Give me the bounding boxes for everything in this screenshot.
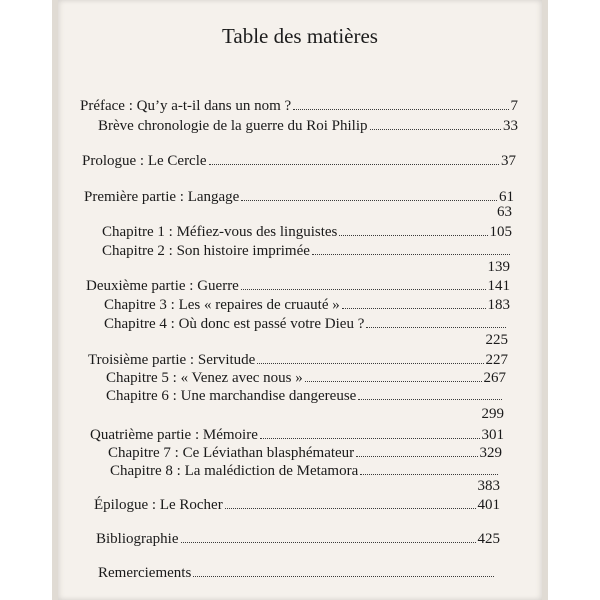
toc-entry-label: Épilogue : Le Rocher bbox=[94, 497, 223, 513]
dot-leader bbox=[193, 562, 494, 577]
toc-entry-label: Chapitre 5 : « Venez avec nous » bbox=[106, 370, 303, 386]
toc-page-number: 225 bbox=[485, 332, 508, 348]
toc-entry-label: Chapitre 2 : Son histoire imprimée bbox=[102, 243, 310, 259]
dot-leader bbox=[339, 221, 487, 236]
toc-entry-label: Chapitre 3 : Les « repaires de cruauté » bbox=[104, 297, 340, 313]
toc-page-number: 383 bbox=[477, 478, 500, 494]
toc-entry-page: 33 bbox=[503, 118, 518, 134]
toc-entry-chapitre-8 bbox=[110, 460, 500, 480]
toc-entry-page: 183 bbox=[487, 297, 510, 313]
toc-entry-bibliographie bbox=[96, 528, 500, 548]
toc-entry-page: 401 bbox=[477, 497, 500, 513]
dot-leader bbox=[312, 240, 510, 255]
toc-entry-label: Préface : Qu’y a-t-il dans un nom ? bbox=[80, 98, 292, 114]
toc-entry-quatrieme-partie bbox=[90, 424, 504, 444]
toc-entry-label: Remerciements bbox=[98, 565, 192, 581]
toc-entry-premiere-partie bbox=[84, 186, 514, 206]
toc-entry-chapitre-7 bbox=[108, 442, 502, 462]
toc-entry-label: Chapitre 7 : Ce Léviathan blasphémateur bbox=[108, 445, 355, 461]
book-page bbox=[58, 0, 542, 600]
toc-entry-chapitre-5 bbox=[106, 367, 506, 387]
toc-entry-chronologie bbox=[98, 115, 518, 135]
toc-entry-chapitre-4 bbox=[104, 313, 508, 333]
page-edge-right bbox=[542, 0, 548, 600]
toc-entry-page: 61 bbox=[499, 189, 514, 205]
dot-leader bbox=[241, 186, 497, 201]
toc-entry-label: Brève chronologie de la guerre du Roi Philip bbox=[98, 118, 368, 134]
toc-entry-label: Prologue : Le Cercle bbox=[82, 153, 207, 169]
toc-entry-deuxieme-partie bbox=[86, 275, 510, 295]
toc-entry-prologue bbox=[82, 150, 516, 170]
toc-entry-remerciements bbox=[98, 562, 496, 582]
dot-leader bbox=[370, 115, 501, 130]
dot-leader bbox=[305, 367, 482, 382]
toc-entry-label: Deuxième partie : Guerre bbox=[86, 278, 239, 294]
toc-entry-chapitre-3 bbox=[104, 294, 510, 314]
toc-title: Table des matières bbox=[222, 24, 378, 48]
toc-entry-label: Première partie : Langage bbox=[84, 189, 240, 205]
toc-page-number: 139 bbox=[487, 259, 510, 275]
dot-leader bbox=[342, 294, 486, 309]
dot-leader bbox=[358, 385, 502, 400]
dot-leader bbox=[293, 95, 508, 110]
toc-entry-troisieme-partie bbox=[88, 349, 508, 369]
dot-leader bbox=[241, 275, 486, 290]
toc-entry-chapitre-2 bbox=[102, 240, 512, 260]
toc-entry-page: 37 bbox=[501, 153, 516, 169]
toc-entry-page: 105 bbox=[489, 224, 512, 240]
toc-entry-label: Chapitre 8 : La malédiction de Metamora bbox=[110, 463, 359, 479]
toc-entry-page: 141 bbox=[487, 278, 510, 294]
toc-entry-page: 329 bbox=[479, 445, 502, 461]
toc-entry-label: Quatrième partie : Mémoire bbox=[90, 427, 258, 443]
dot-leader bbox=[366, 313, 506, 328]
toc-entry-page: 301 bbox=[481, 427, 504, 443]
toc-entry-label: Troisième partie : Servitude bbox=[88, 352, 256, 368]
toc-page-number: 63 bbox=[497, 204, 512, 220]
toc-entry-label: Bibliographie bbox=[96, 531, 179, 547]
toc-entry-page: 227 bbox=[485, 352, 508, 368]
toc-page-number: 299 bbox=[481, 406, 504, 422]
dot-leader bbox=[181, 528, 476, 543]
dot-leader bbox=[260, 424, 480, 439]
toc-entry-page: 425 bbox=[477, 531, 500, 547]
toc-entry-page: 267 bbox=[483, 370, 506, 386]
toc-entry-page: 7 bbox=[510, 98, 518, 114]
toc-entry-preface bbox=[80, 95, 518, 115]
dot-leader bbox=[209, 150, 499, 165]
toc-entry-chapitre-6 bbox=[106, 385, 504, 405]
toc-entry-label: Chapitre 4 : Où donc est passé votre Dieu ? bbox=[104, 316, 365, 332]
toc-entry-chapitre-1 bbox=[102, 221, 512, 241]
dot-leader bbox=[257, 349, 483, 364]
toc-entry-label: Chapitre 6 : Une marchandise dangereuse bbox=[106, 388, 357, 404]
dot-leader bbox=[225, 494, 476, 509]
dot-leader bbox=[356, 442, 477, 457]
toc-entry-label: Chapitre 1 : Méfiez-vous des linguistes bbox=[102, 224, 338, 240]
toc-entry-epilogue bbox=[94, 494, 500, 514]
dot-leader bbox=[360, 460, 498, 475]
